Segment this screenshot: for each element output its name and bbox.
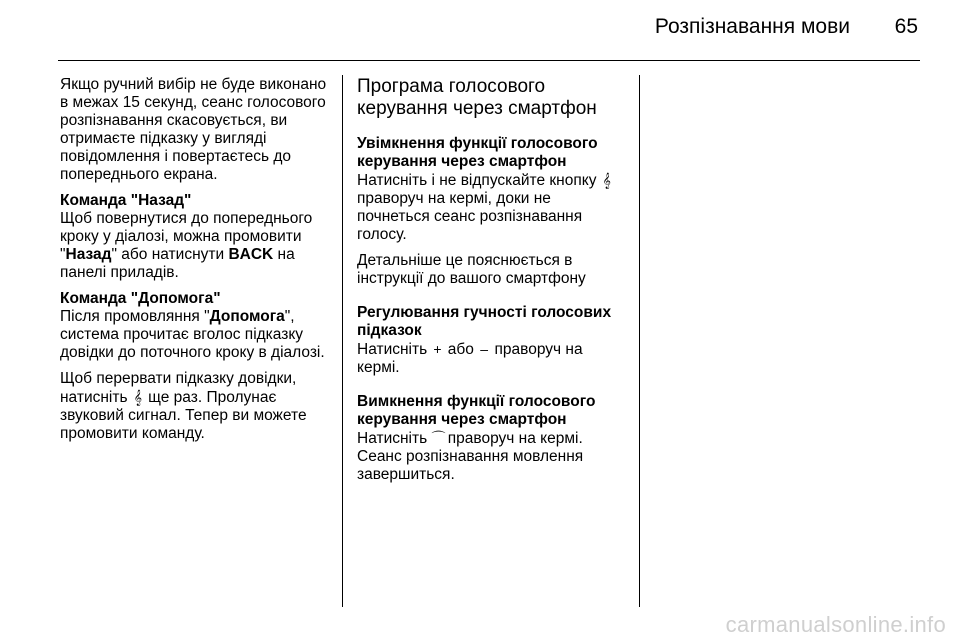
back-command-heading: Команда "Назад" <box>60 192 192 209</box>
disable-paragraph: Натисніть ⌒ праворуч на кермі. Сеанс розпізнавання мовлення завершиться. <box>357 430 584 483</box>
enable-heading: Увімкнення функції голосового керування через смартфон <box>357 135 598 170</box>
back-key: BACK <box>228 246 274 263</box>
right-column <box>357 76 627 484</box>
timeout-paragraph: Якщо ручний вибір не буде виконано в межах 15 секунд, сеанс голосового розпізнавання скасовується, ви отримаєте підказку у вигляді повідомлення і повертаєтесь до попереднього екрана. <box>60 76 327 183</box>
back-command-paragraph: Щоб повернутися до попереднього кроку у діалозі, можна промовити "Назад" або натиснути BACK на панелі приладів. <box>60 210 313 281</box>
column-divider-left <box>342 75 343 607</box>
details-paragraph: Детальніше це пояснюється в інструкції до вашого смартфону <box>357 252 586 287</box>
header-rule <box>58 60 920 61</box>
minus-icon: – <box>480 341 489 357</box>
disable-heading: Вимкнення функції голосового керування через смартфон <box>357 393 596 428</box>
help-word: Допомога <box>209 308 285 325</box>
help-command-heading: Команда "Допомога" <box>60 290 221 307</box>
help-command-paragraph: Після промовляння "Допомога", система прочитає вголос підказку довідки до поточного кроку в діалозі. <box>60 308 325 361</box>
volume-paragraph: Натисніть + або – праворуч на кермі. <box>357 341 583 376</box>
left-column <box>60 76 332 443</box>
voice-button-icon: 𝄞 <box>133 389 142 405</box>
enable-paragraph: Натисніть і не відпускайте кнопку 𝄞 праворуч на кермі, доки не почнеться сеанс розпізнавання голосу. <box>357 172 611 243</box>
hang-up-icon: ⌒ <box>431 430 446 446</box>
page-title: Розпізнавання мови <box>654 15 850 38</box>
plus-icon: + <box>433 341 442 357</box>
watermark: carmanualsonline.info <box>725 612 946 637</box>
back-word: Назад <box>65 246 112 263</box>
section-title: Програма голосового керування через смартфон <box>357 76 597 119</box>
column-divider-right <box>639 75 640 607</box>
page-number: 65 <box>894 15 918 38</box>
voice-button-icon: 𝄞 <box>602 172 611 188</box>
interrupt-paragraph: Щоб перервати підказку довідки, натисніть 𝄞 ще раз. Пролунає звуковий сигнал. Тепер ви можете промовити команду. <box>60 370 307 442</box>
volume-heading: Регулювання гучності голосових підказок <box>357 304 612 339</box>
